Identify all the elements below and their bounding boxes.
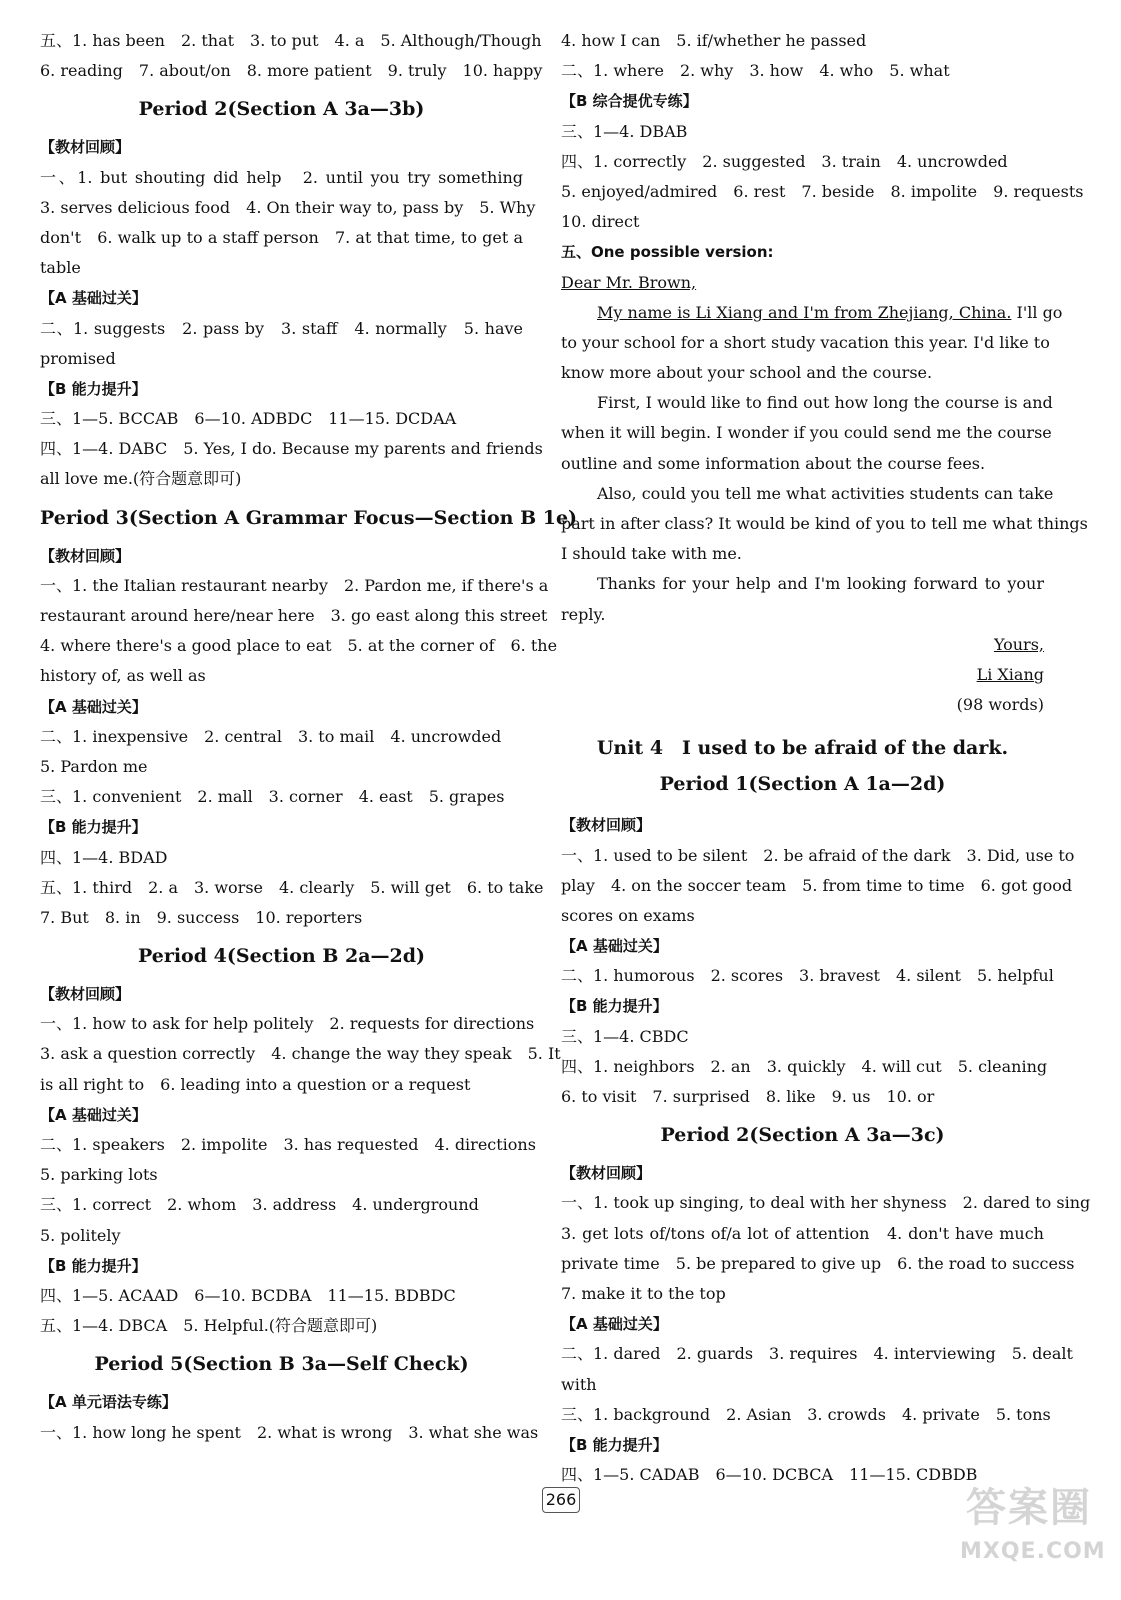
- letter-line: reply.: [561, 604, 606, 624]
- answer-line: 三、1—4. CBDC: [561, 1026, 689, 1046]
- answer-line: 四、1—4. DABC 5. Yes, I do. Because my parents and friends: [40, 439, 543, 459]
- section-head-grammar: 【A 单元语法专练】: [40, 1393, 177, 1412]
- answer-line: 五、1. has been 2. that 3. to put 4. a 5. Although/Though: [40, 31, 542, 50]
- section-head-jiaocai: 【教材回顾】: [40, 546, 131, 565]
- letter-intro-underlined: My name is Li Xiang and I'm from Zhejiang, China.: [597, 302, 1012, 322]
- period-2-title: Period 2(Section A 3a—3b): [138, 98, 425, 121]
- period-4-title: Period 4(Section B 2a—2d): [137, 945, 426, 968]
- page-number: 266: [542, 1487, 580, 1513]
- section-head-jiaocai: 【教材回顾】: [40, 985, 131, 1004]
- letter-word-count: (98 words): [956, 695, 1044, 715]
- section-head-b: 【B 能力提升】: [40, 379, 147, 398]
- period-3-title: Period 3(Section A Grammar Focus—Section B 1e): [40, 506, 578, 529]
- unit-4-title: Unit 4 I used to be afraid of the dark.: [596, 737, 1009, 760]
- letter-signature: Li Xiang: [976, 664, 1044, 684]
- answer-line: 五、1—4. DBCA 5. Helpful.(符合题意即可): [40, 1316, 378, 1336]
- letter-line: outline and some information about the course fees.: [561, 453, 986, 473]
- watermark-logo: [960, 1450, 1110, 1590]
- answer-line: 5. parking lots: [40, 1165, 158, 1185]
- answer-line: 四、1—5. CADAB 6—10. DCBCA 11—15. CDBDB: [561, 1465, 978, 1485]
- answer-line: 6. reading 7. about/on 8. more patient 9. truly 10. happy: [40, 61, 543, 81]
- answer-line: all love me.(符合题意即可): [40, 469, 242, 489]
- answer-line: 四、1—4. BDAD: [40, 847, 168, 867]
- section-head-jiaocai: 【教材回顾】: [40, 138, 131, 157]
- section-head-b: 【B 能力提升】: [561, 1435, 668, 1454]
- answer-line: 三、1. background 2. Asian 3. crowds 4. private 5. tons: [561, 1404, 1051, 1424]
- answer-line: scores on exams: [561, 905, 695, 925]
- answer-line: 7. make it to the top: [561, 1283, 726, 1303]
- letter-greeting: Dear Mr. Brown,: [561, 272, 697, 292]
- unit-4-period-1-title: Period 1(Section A 1a—2d): [659, 773, 946, 796]
- essay-label: 五、One possible version:: [561, 243, 774, 262]
- answer-line: don't 6. walk up to a staff person 7. at that time, to get a: [40, 227, 523, 247]
- answer-line: 四、1. neighbors 2. an 3. quickly 4. will cut 5. cleaning: [561, 1056, 1048, 1076]
- answer-line: 3. get lots of/tons of/a lot of attention 4. don't have much: [561, 1223, 1044, 1243]
- answer-line: 三、1. correct 2. whom 3. address 4. underground: [40, 1195, 479, 1215]
- answer-line: table: [40, 258, 81, 278]
- answer-line: 一、1. took up singing, to deal with her shyness 2. dared to sing: [561, 1193, 1091, 1213]
- answer-line: 7. But 8. in 9. success 10. reporters: [40, 907, 363, 927]
- answer-line: 4. how I can 5. if/whether he passed: [561, 31, 867, 50]
- answer-line: 3. ask a question correctly 4. change the way they speak 5. It: [40, 1044, 561, 1064]
- letter-intro-line: [561, 298, 1063, 328]
- answer-line: is all right to 6. leading into a question or a request: [40, 1074, 471, 1094]
- letter-line: Also, could you tell me what activities students can take: [597, 483, 1054, 503]
- letter-line: First, I would like to find out how long the course is and: [597, 393, 1053, 413]
- answer-line: 二、1. inexpensive 2. central 3. to mail 4. uncrowded: [40, 726, 502, 746]
- answer-line: 一、1. how to ask for help politely 2. requests for directions: [40, 1014, 535, 1034]
- answer-line: 二、1. humorous 2. scores 3. bravest 4. silent 5. helpful: [561, 966, 1054, 986]
- period-5-title: Period 5(Section B 3a—Self Check): [94, 1353, 469, 1376]
- section-head-a: 【A 基础过关】: [40, 1105, 147, 1124]
- unit-4-period-2-title: Period 2(Section A 3a—3c): [660, 1124, 945, 1147]
- section-head-b-comprehensive: 【B 综合提优专练】: [561, 92, 698, 111]
- answer-line: 3. serves delicious food 4. On their way to, pass by 5. Why: [40, 197, 536, 217]
- section-head-a: 【A 基础过关】: [561, 937, 668, 956]
- right-column: [561, 26, 1091, 1490]
- watermark-cn-text: 答案圈: [966, 1485, 1092, 1531]
- answer-line: 二、1. speakers 2. impolite 3. has requested 4. directions: [40, 1135, 536, 1154]
- answer-line: 二、1. where 2. why 3. how 4. who 5. what: [561, 61, 950, 81]
- section-head-a: 【A 基础过关】: [40, 697, 147, 716]
- letter-line: to your school for a short study vacation this year. I'd like to: [561, 332, 1050, 352]
- answer-line: 三、1. convenient 2. mall 3. corner 4. east 5. grapes: [40, 787, 505, 807]
- section-head-b: 【B 能力提升】: [40, 1256, 147, 1275]
- left-column: [40, 26, 578, 1448]
- letter-line: I should take with me.: [561, 544, 742, 564]
- letter-closing: Yours,: [993, 634, 1044, 654]
- letter-intro-rest: I'll go: [1011, 302, 1063, 322]
- letter-line: Thanks for your help and I'm looking forward to your: [597, 574, 1044, 594]
- watermark-en-text: MXQE.COM: [960, 1539, 1106, 1564]
- answer-line: 四、1—5. ACAAD 6—10. BCDBA 11—15. BDBDC: [40, 1285, 456, 1305]
- answer-line: 5. politely: [40, 1225, 121, 1245]
- letter-line: know more about your school and the course.: [561, 363, 933, 383]
- answer-line: promised: [40, 348, 116, 368]
- answer-line: 三、1—4. DBAB: [561, 121, 688, 141]
- answer-line: 二、1. suggests 2. pass by 3. staff 4. normally 5. have: [40, 318, 523, 338]
- answer-line: 三、1—5. BCCAB 6—10. ADBDC 11—15. DCDAA: [40, 409, 457, 429]
- answer-line: play 4. on the soccer team 5. from time to time 6. got good: [561, 875, 1073, 895]
- answer-line: 一、1. used to be silent 2. be afraid of the dark 3. Did, use to: [561, 845, 1075, 865]
- answer-line: 四、1. correctly 2. suggested 3. train 4. uncrowded: [561, 151, 1008, 171]
- section-head-jiaocai: 【教材回顾】: [561, 1164, 652, 1183]
- answer-line: private time 5. be prepared to give up 6. the road to success: [561, 1253, 1075, 1273]
- answer-line: 4. where there's a good place to eat 5. at the corner of 6. the: [40, 636, 558, 656]
- answer-line: 一、1. the Italian restaurant nearby 2. Pardon me, if there's a: [40, 575, 549, 595]
- answer-line: 一、1. but shouting did help 2. until you try something: [40, 167, 523, 187]
- answer-line: 5. enjoyed/admired 6. rest 7. beside 8. impolite 9. requests: [561, 181, 1084, 201]
- letter-line: part in after class? It would be kind of you to tell me what things: [561, 514, 1088, 533]
- answer-line: 10. direct: [561, 212, 640, 232]
- answer-line: 6. to visit 7. surprised 8. like 9. us 10. or: [561, 1087, 935, 1106]
- answer-line: restaurant around here/near here 3. go east along this street: [40, 606, 548, 625]
- section-head-b: 【B 能力提升】: [561, 997, 668, 1016]
- answer-line: with: [561, 1374, 597, 1394]
- answer-line: 五、1. third 2. a 3. worse 4. clearly 5. will get 6. to take: [40, 877, 544, 897]
- section-head-jiaocai: 【教材回顾】: [561, 816, 652, 835]
- section-head-a: 【A 基础过关】: [561, 1315, 668, 1334]
- answer-line: 一、1. how long he spent 2. what is wrong 3. what she was: [40, 1422, 539, 1442]
- section-head-b: 【B 能力提升】: [40, 818, 147, 837]
- answer-line: 二、1. dared 2. guards 3. requires 4. interviewing 5. dealt: [561, 1344, 1073, 1364]
- letter-line: when it will begin. I wonder if you could send me the course: [561, 423, 1052, 443]
- answer-line: history of, as well as: [40, 666, 206, 686]
- answer-line: 5. Pardon me: [40, 756, 148, 776]
- section-head-a: 【A 基础过关】: [40, 289, 147, 308]
